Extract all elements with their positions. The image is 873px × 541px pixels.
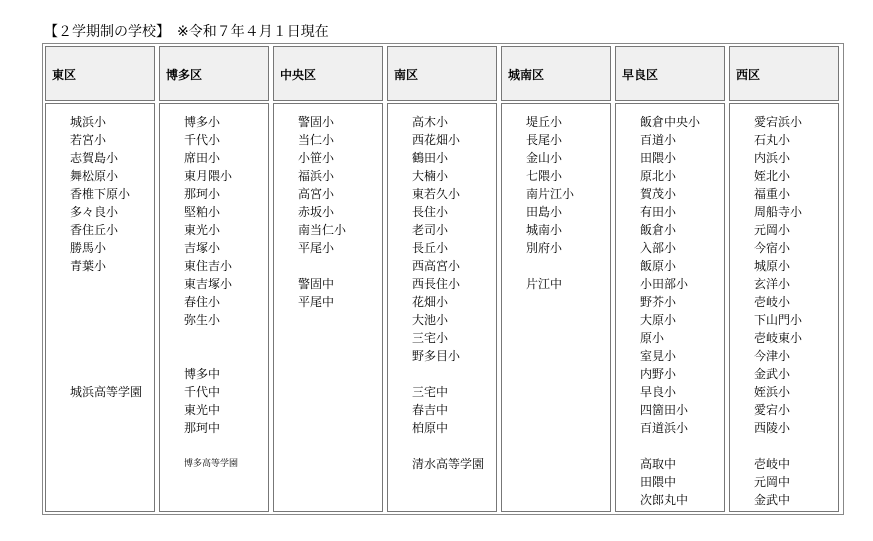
- school-name: 城浜高等学園: [70, 385, 143, 399]
- school-table: [42, 43, 844, 515]
- school-name: 玄洋小: [754, 277, 791, 291]
- school-name: 那珂小: [184, 187, 221, 201]
- school-name: 博多中: [184, 367, 221, 381]
- school-name: 柏原中: [412, 421, 449, 435]
- school-name: 原北小: [640, 169, 677, 183]
- school-list: [412, 113, 484, 473]
- list-spacer: [640, 437, 700, 455]
- school-name: 飯倉中央小: [640, 115, 701, 129]
- school-name: 早良小: [640, 385, 677, 399]
- ward-column-hakata: [159, 46, 269, 512]
- school-name: 百道小: [640, 133, 677, 147]
- school-list-cell: [615, 103, 725, 512]
- ward-header-cell: [45, 46, 155, 101]
- school-name: 香椎下原小: [70, 187, 131, 201]
- school-name: 田隈小: [640, 151, 677, 165]
- school-name: 城南小: [526, 223, 563, 237]
- school-name: 若宮小: [70, 133, 107, 147]
- school-name: 舞松原小: [70, 169, 119, 183]
- school-name: 原小: [640, 331, 665, 345]
- school-name: 堅粕小: [184, 205, 221, 219]
- school-name: 南片江小: [526, 187, 575, 201]
- school-name: 那珂中: [184, 421, 221, 435]
- ward-column-sawara: [615, 46, 725, 512]
- school-name: 大楠小: [412, 169, 449, 183]
- school-name: 老司小: [412, 223, 449, 237]
- school-name: 東光小: [184, 223, 221, 237]
- school-name: 吉塚小: [184, 241, 221, 255]
- school-name: 当仁小: [298, 133, 335, 147]
- school-name: 高木小: [412, 115, 449, 129]
- school-list: [70, 113, 142, 401]
- ward-name: 西区: [736, 68, 761, 82]
- list-spacer: [184, 437, 238, 455]
- school-name: 周船寺小: [754, 205, 803, 219]
- list-spacer: [298, 257, 346, 275]
- school-name: 入部小: [640, 241, 677, 255]
- ward-column-nishi: [729, 46, 839, 512]
- school-name: 城浜小: [70, 115, 107, 129]
- school-name: 別府小: [526, 241, 563, 255]
- school-name: 東吉塚小: [184, 277, 233, 291]
- school-name: 賀茂小: [640, 187, 677, 201]
- school-name: 壱岐東小: [754, 331, 803, 345]
- school-name: 東若久小: [412, 187, 461, 201]
- school-name: 博多高等学園: [184, 459, 239, 469]
- school-name: 内浜小: [754, 151, 791, 165]
- school-name: 野芥小: [640, 295, 677, 309]
- school-name: 片江中: [526, 277, 563, 291]
- list-spacer: [754, 437, 802, 455]
- school-name: 三宅中: [412, 385, 449, 399]
- school-name: 野多目小: [412, 349, 461, 363]
- ward-header-cell: [387, 46, 497, 101]
- school-name: 南当仁小: [298, 223, 347, 237]
- list-spacer: [70, 311, 142, 329]
- school-list: [298, 113, 346, 311]
- list-spacer: [412, 365, 484, 383]
- school-name: 元岡小: [754, 223, 791, 237]
- school-name: 高宮小: [298, 187, 335, 201]
- school-name: 勝馬小: [70, 241, 107, 255]
- school-name: 清水高等学園: [412, 457, 485, 471]
- school-list-cell: [45, 103, 155, 512]
- school-name: 青葉小: [70, 259, 107, 273]
- ward-name: 早良区: [622, 68, 659, 82]
- school-name: 鶴田小: [412, 151, 449, 165]
- school-name: 壱岐小: [754, 295, 791, 309]
- school-name: 堤丘小: [526, 115, 563, 129]
- school-name: 西花畑小: [412, 133, 461, 147]
- school-name: 春住小: [184, 295, 221, 309]
- ward-column-higashi: [45, 46, 155, 512]
- school-name: 姪北小: [754, 169, 791, 183]
- school-name: 金山小: [526, 151, 563, 165]
- list-spacer: [184, 329, 238, 347]
- school-name: 大池小: [412, 313, 449, 327]
- ward-name: 城南区: [508, 68, 545, 82]
- school-name: 今津小: [754, 349, 791, 363]
- school-name: 東光中: [184, 403, 221, 417]
- ward-header-cell: [273, 46, 383, 101]
- school-list: [754, 113, 802, 509]
- school-name: 香住丘小: [70, 223, 119, 237]
- list-spacer: [184, 347, 238, 365]
- school-name: 千代中: [184, 385, 221, 399]
- school-name: 長尾小: [526, 133, 563, 147]
- school-name: 西長住小: [412, 277, 461, 291]
- ward-header-cell: [159, 46, 269, 101]
- school-name: 今宿小: [754, 241, 791, 255]
- school-name: 博多小: [184, 115, 221, 129]
- school-name: 福重小: [754, 187, 791, 201]
- school-name: 壱岐中: [754, 457, 791, 471]
- school-name: 花畑小: [412, 295, 449, 309]
- school-name: 愛宕浜小: [754, 115, 803, 129]
- list-spacer: [526, 257, 574, 275]
- school-name: 平尾中: [298, 295, 335, 309]
- school-name: 室見小: [640, 349, 677, 363]
- school-name: 愛宕小: [754, 403, 791, 417]
- school-name: 多々良小: [70, 205, 119, 219]
- school-name: 席田小: [184, 151, 221, 165]
- school-name: 下山門小: [754, 313, 803, 327]
- school-name: 七隈小: [526, 169, 563, 183]
- ward-header-cell: [729, 46, 839, 101]
- school-name: 金武中: [754, 493, 791, 507]
- ward-name: 博多区: [166, 68, 203, 82]
- school-name: 飯原小: [640, 259, 677, 273]
- school-list-cell: [387, 103, 497, 512]
- ward-column-minami: [387, 46, 497, 512]
- school-name: 東住吉小: [184, 259, 233, 273]
- school-name: 四箇田小: [640, 403, 689, 417]
- school-name: 千代小: [184, 133, 221, 147]
- school-name: 大原小: [640, 313, 677, 327]
- school-name: 長丘小: [412, 241, 449, 255]
- school-name: 飯倉小: [640, 223, 677, 237]
- school-name: 小笹小: [298, 151, 335, 165]
- ward-column-chuo: [273, 46, 383, 512]
- school-name: 西高宮小: [412, 259, 461, 273]
- school-name: 次郎丸中: [640, 493, 689, 507]
- school-list-cell: [159, 103, 269, 512]
- ward-name: 東区: [52, 68, 77, 82]
- ward-header-cell: [501, 46, 611, 101]
- school-name: 姪浜小: [754, 385, 791, 399]
- school-name: 春吉中: [412, 403, 449, 417]
- school-name: 三宅小: [412, 331, 449, 345]
- list-spacer: [70, 347, 142, 365]
- school-name: 赤坂小: [298, 205, 335, 219]
- school-name: 石丸小: [754, 133, 791, 147]
- ward-name: 南区: [394, 68, 419, 82]
- school-name: 東月隈小: [184, 169, 233, 183]
- school-name: 有田小: [640, 205, 677, 219]
- school-name: 城原小: [754, 259, 791, 273]
- school-name: 平尾小: [298, 241, 335, 255]
- school-name: 警固中: [298, 277, 335, 291]
- school-list: [526, 113, 574, 293]
- school-name: 高取中: [640, 457, 677, 471]
- school-name: 弥生小: [184, 313, 221, 327]
- list-spacer: [70, 275, 142, 293]
- school-list-cell: [729, 103, 839, 512]
- school-list-cell: [501, 103, 611, 512]
- ward-header-cell: [615, 46, 725, 101]
- school-name: 警固小: [298, 115, 335, 129]
- school-name: 田島小: [526, 205, 563, 219]
- school-name: 小田部小: [640, 277, 689, 291]
- ward-column-jonan: [501, 46, 611, 512]
- school-list-cell: [273, 103, 383, 512]
- school-list: [640, 113, 700, 509]
- school-name: 福浜小: [298, 169, 335, 183]
- school-name: 元岡中: [754, 475, 791, 489]
- school-name: 長住小: [412, 205, 449, 219]
- list-spacer: [412, 437, 484, 455]
- school-name: 志賀島小: [70, 151, 119, 165]
- page-heading: 【２学期制の学校】 ※令和７年４月１日現在: [44, 24, 329, 40]
- school-name: 百道浜小: [640, 421, 689, 435]
- school-name: 田隈中: [640, 475, 677, 489]
- ward-name: 中央区: [280, 68, 317, 82]
- school-name: 金武小: [754, 367, 791, 381]
- school-name: 西陵小: [754, 421, 791, 435]
- list-spacer: [70, 365, 142, 383]
- school-name: 内野小: [640, 367, 677, 381]
- list-spacer: [70, 293, 142, 311]
- list-spacer: [70, 329, 142, 347]
- school-list: [184, 113, 238, 473]
